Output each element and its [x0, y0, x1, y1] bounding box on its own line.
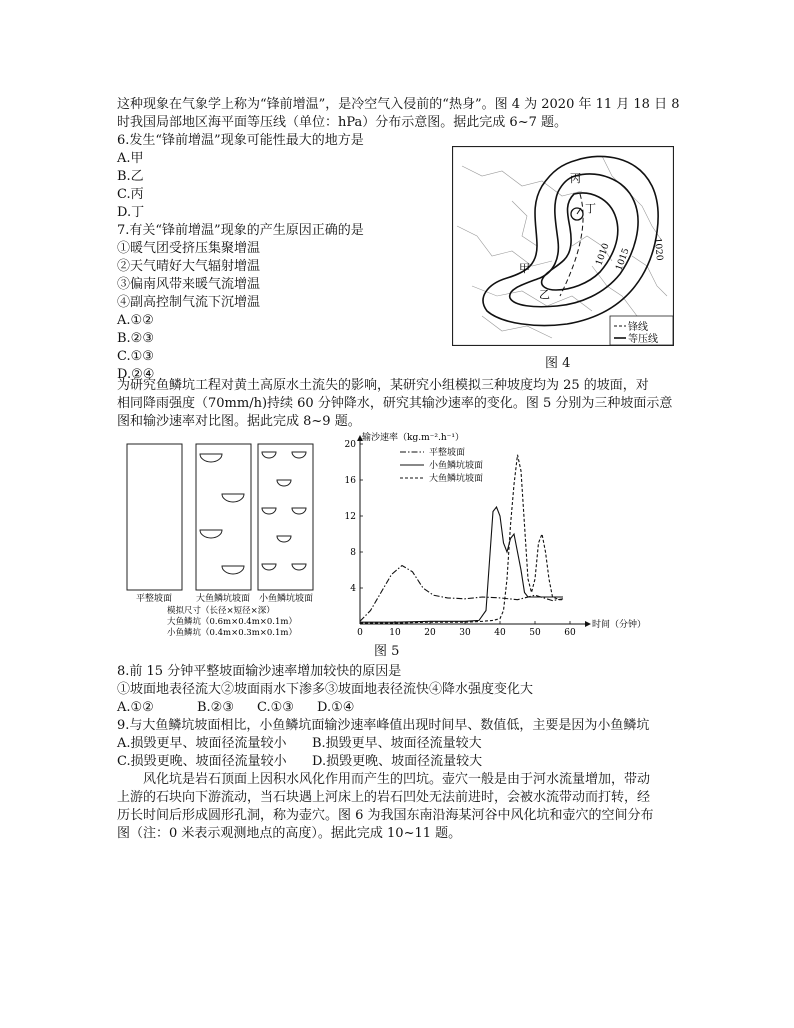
figure-4-isobar-map [452, 146, 674, 346]
q7-option-c: C.①③ [117, 349, 154, 364]
para2-line-1: 为研究鱼鳞坑工程对黄土高原水土流失的影响，某研究小组模拟三种坡度均为 25 的坡面，对 [117, 378, 649, 393]
y-tick-label: 8 [350, 548, 356, 558]
x-tick-label: 0 [357, 628, 363, 638]
place-jia: 甲 [519, 262, 530, 275]
para3-line-1: 风化坑是岩石顶面上因积水风化作用而产生的凹坑。壶穴一般是由于河水流量增加，带动 [143, 772, 651, 787]
panel-label-small: 小鱼鳞坑坡面 [258, 594, 314, 604]
q8-option-c: C.①③ [257, 700, 294, 715]
place-yi: 乙 [539, 288, 550, 301]
intro-line-1: 这种现象在气象学上称为“锋前增温”，是冷空气入侵前的“热身”。图 4 为 2020 年 11 月 18 日 8 [117, 97, 680, 112]
q8-option-b: B.②③ [197, 700, 234, 715]
series-line-2 [360, 507, 563, 622]
y-tick-label: 20 [344, 440, 356, 450]
intro-line-2: 时我国局部地区海平面等压线（单位：hPa）分布示意图。据此完成 6~7 题。 [117, 115, 567, 130]
q7-stem: 7.有关“锋前增温”现象的产生原因正确的是 [117, 223, 364, 238]
q7-option-b: B.②③ [117, 331, 154, 346]
q6-option-c: C.丙 [117, 187, 144, 202]
x-tick-label: 30 [459, 628, 471, 638]
x-tick-label: 40 [494, 628, 506, 638]
x-tick-label: 20 [424, 628, 436, 638]
legend-front-label: 锋线 [628, 322, 648, 333]
q7-item-2: ②天气晴好大气辐射增温 [117, 259, 261, 274]
q9-option-a: A.损毁更早、坡面径流量较小 [117, 736, 287, 751]
x-tick-label: 10 [389, 628, 401, 638]
q6-option-d: D.丁 [117, 205, 145, 220]
size-note-title: 模拟尺寸（长径×短径×深） [167, 606, 275, 616]
q8-stem: 8.前 15 分钟平整坡面输沙速率增加较快的原因是 [117, 664, 402, 679]
para2-line-2: 相同降雨强度（70mm/h)持续 60 分钟降水，研究其输沙速率的变化。图 5 分别为三种坡面示意 [117, 396, 673, 411]
figure-4-caption: 图 4 [545, 356, 571, 371]
large-pits [200, 454, 244, 574]
legend-label-2: 小鱼鳞坑坡面 [429, 461, 484, 471]
q8-items: ①坡面地表径流大②坡面雨水下渗多③坡面地表径流快④降水强度变化大 [117, 682, 534, 697]
legend-label-3: 大鱼鳞坑坡面 [429, 474, 484, 484]
q7-item-4: ④副高控制气流下沉增温 [117, 295, 261, 310]
q7-option-a: A.①② [117, 313, 154, 328]
q9-stem: 9.与大鱼鳞坑坡面相比，小鱼鳞坑面输沙速率峰值出现时间早、数值低，主要是因为小鱼鳞坑 [117, 718, 650, 733]
q9-option-c: C.损毁更晚、坡面径流量较小 [117, 754, 287, 769]
isobar-label-1010: 1010 [594, 242, 612, 268]
small-pits [262, 452, 306, 570]
q9-option-d: D.损毁更晚、坡面径流量较大 [312, 754, 483, 769]
q8-option-a: A.①② [117, 700, 154, 715]
q8-option-d: D.①④ [317, 700, 355, 715]
x-tick-label: 60 [564, 628, 576, 638]
fig4-legend [610, 316, 673, 345]
isobar-label-1020: 1020 [652, 237, 664, 262]
flat-slope-panel [127, 444, 182, 590]
legend-label-1: 平整坡面 [429, 448, 466, 458]
panel-label-flat: 平整坡面 [135, 594, 173, 604]
x-tick-label: 50 [529, 628, 541, 638]
large-pit-slope-panel [196, 444, 251, 590]
size-note-large: 大鱼鳞坑（0.6m×0.4m×0.1m） [167, 617, 297, 627]
series-line-1 [360, 566, 563, 622]
q7-item-1: ①暖气团受挤压集聚增温 [117, 241, 261, 256]
figure-5-slope-diagrams [120, 440, 322, 640]
para3-line-4: 图（注：0 米表示观测地点的高度）。据此完成 10~11 题。 [117, 826, 462, 841]
place-bing: 丙 [570, 172, 581, 185]
y-tick-label: 4 [350, 584, 356, 594]
q6-option-b: B.乙 [117, 169, 144, 184]
q9-option-b: B.损毁更早、坡面径流量较大 [312, 736, 482, 751]
q6-option-a: A.甲 [117, 151, 144, 166]
q7-item-3: ③偏南风带来暖气流增温 [117, 277, 261, 292]
q7-option-d: D.②④ [117, 367, 155, 382]
x-axis-label: 时间（分钟） [592, 620, 647, 630]
panel-label-large: 大鱼鳞坑坡面 [195, 594, 251, 604]
figure-5-sediment-chart [340, 430, 660, 640]
y-tick-label: 12 [344, 512, 356, 522]
y-tick-label: 16 [344, 476, 356, 486]
legend-isobar-label: 等压线 [628, 334, 658, 345]
para3-line-3: 历长时间后形成圆形孔洞，称为壶穴。图 6 为我国东南沿海某河谷中风化坑和壶穴的空间分布 [117, 808, 654, 823]
place-ding: 丁 [585, 202, 596, 215]
q6-stem: 6.发生“锋前增温”现象可能性最大的地方是 [117, 133, 364, 148]
figure-5-caption: 图 5 [374, 644, 400, 659]
y-axis-label: 输沙速率（kg.m⁻².h⁻¹） [362, 433, 464, 443]
isobar-label-1015: 1015 [614, 247, 632, 273]
size-note-small: 小鱼鳞坑（0.4m×0.3m×0.1m） [167, 628, 297, 638]
para3-line-2: 上游的石块向下游流动，当石块遇上河床上的岩石凹处无法前进时，会被水流带动而打转，经 [117, 790, 651, 805]
chart-legend [400, 446, 483, 484]
para2-line-3: 图和输沙速率对比图。据此完成 8~9 题。 [117, 414, 361, 429]
